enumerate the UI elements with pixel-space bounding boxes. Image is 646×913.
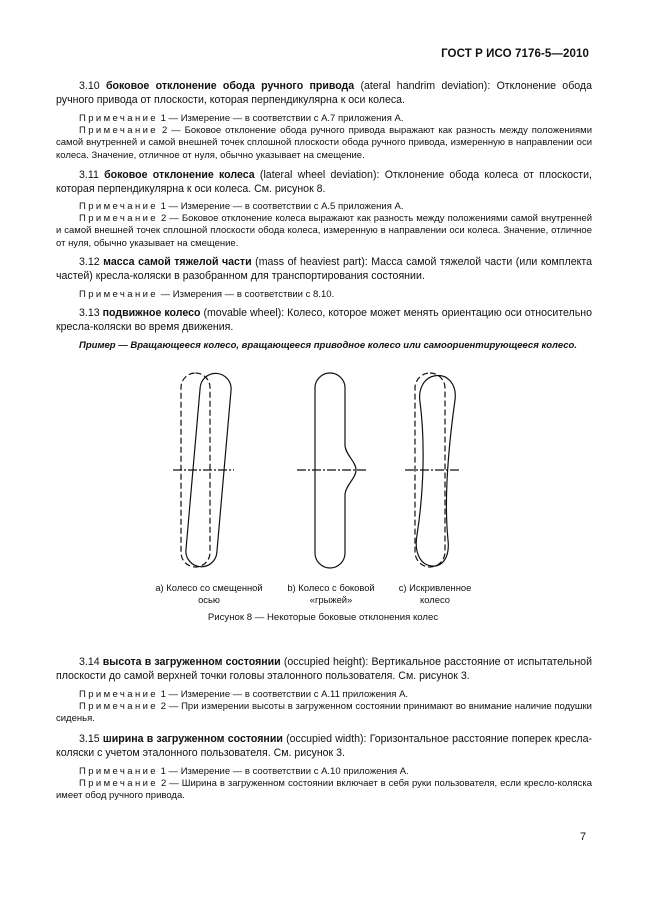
- note-suffix: 1 —: [158, 201, 181, 212]
- clause-number: 3.10: [79, 80, 106, 92]
- note-label: Примечание: [79, 766, 158, 777]
- term: ширина в загруженном состоянии: [102, 733, 283, 745]
- note-text: Измерение — в соответствии с А.11 приложения А.: [180, 689, 409, 700]
- definition: (lateral wheel deviation): Отклонение обода колеса от плоскости, которая перпендикулярна к оси колеса. См. рисунок 8.: [56, 169, 592, 196]
- definition: (movable wheel): Колесо, которое может менять ориентацию оси относительно кресла-коляски во время движения.: [56, 307, 592, 334]
- note-text: При измерении высоты в загруженном состоянии принимают во внимание наличие подушки сиденья.: [56, 701, 592, 725]
- wheel-with-bulge: [297, 373, 366, 568]
- note-label: Примечание: [79, 125, 158, 136]
- caption-c-line-2: колесо: [420, 593, 450, 605]
- caption-b-line-1: b) Колесо с боковой: [287, 582, 375, 593]
- page-number: 7: [580, 831, 587, 843]
- clause-number: 3.12: [79, 256, 104, 268]
- definition: (ateral handrim deviation): Отклонение обода ручного привода от плоскости, которая перпендикулярна к оси колеса.: [56, 80, 593, 107]
- wheel-c-outline: [416, 376, 455, 567]
- example-text: Пример — Вращающееся колесо, вращающееся приводное колесо или самоориентирующееся колесо.: [79, 340, 577, 351]
- note-suffix: 1 —: [158, 689, 181, 700]
- note-label: Примечание: [79, 701, 158, 712]
- note-suffix: 2 —: [158, 778, 182, 789]
- note-suffix: 2 —: [158, 213, 182, 224]
- clause-number: 3.11: [79, 169, 105, 181]
- term: боковое отклонение колеса: [104, 169, 255, 181]
- note-text: Измерения — в соответствии с 8.10.: [172, 289, 335, 300]
- term: масса самой тяжелой части: [103, 256, 252, 268]
- note-label: Примечание: [79, 201, 158, 212]
- note-text: Измерение — в соответствии с А.10 приложения А.: [180, 766, 409, 777]
- clause-3-14: [56, 655, 592, 683]
- note-label: Примечание: [79, 213, 158, 224]
- note-3-15-1: [56, 766, 592, 778]
- caption-b: [264, 582, 398, 605]
- caption-c-line-1: c) Искривленное: [398, 582, 472, 593]
- clause-number: 3.15: [79, 733, 103, 745]
- caption-a-line-1: а) Колесо со смещенной: [155, 582, 263, 593]
- caption-c: [380, 582, 490, 605]
- note-3-14-2: [56, 701, 592, 726]
- note-label: Примечание: [79, 113, 158, 124]
- definition: (occupied height): Вертикальное расстояние от испытательной плоскости до самой верхней точки головы эталонного пользователя. См. рисунок 3.: [56, 656, 592, 683]
- note-suffix: 2 —: [158, 701, 182, 712]
- note-3-14-1: [56, 689, 592, 701]
- note-text: Измерение — в соответствии с А.7 приложения А.: [180, 113, 404, 124]
- note-suffix: 1 —: [158, 113, 181, 124]
- note-suffix: 1 —: [158, 766, 181, 777]
- term: подвижное колесо: [102, 307, 201, 319]
- standard-code-header: ГОСТ Р ИСО 7176-5—2010: [441, 48, 589, 60]
- note-text: Измерение — в соответствии с А.5 приложения А.: [180, 201, 404, 212]
- note-suffix: —: [158, 289, 173, 300]
- note-text: Боковое отклонение обода ручного привода выражают как разность между положениями самой внутренней и самой внешней точек сплошной плоскости обода ручного привода, измеренную в направлении оси колеса. Значение, отличное от нуля, обычно указывает на смещение.: [56, 125, 593, 161]
- caption-b-line-2: «грыжей»: [309, 593, 353, 605]
- wheel-offset-axis: [173, 372, 234, 568]
- note-3-15-2: [56, 778, 592, 803]
- figure-title: Рисунок 8 — Некоторые боковые отклонения колес: [207, 612, 439, 623]
- note-label: Примечание: [79, 778, 158, 789]
- note-text: Ширина в загруженном состоянии включает в себя руки пользователя, если кресло-коляска имеет обод ручного привода.: [56, 778, 592, 802]
- definition: (occupied width): Горизонтальное расстояние поперек кресла-коляски с учетом эталонного пользователя. См. рисунок 3.: [56, 733, 593, 760]
- clause-number: 3.14: [79, 656, 103, 668]
- caption-a-line-2: осью: [198, 593, 220, 605]
- wheel-curved: [405, 373, 461, 567]
- definition: (mass of heaviest part): Масса самой тяжелой части (или комплекта частей) кресла-коляски в разобранном для транспортирования состоянии.: [56, 256, 593, 283]
- clause-number: 3.13: [79, 307, 103, 319]
- note-suffix: 2 —: [158, 125, 185, 136]
- clause-3-15: [56, 732, 592, 760]
- note-text: Боковое отклонение колеса выражают как разность между положениями самой внутренней и самой внешней точек сплошной плоскости обода колеса, измеренную в направлении оси колеса. Значение, отличное от нуля, обычно указывает на смещение.: [56, 213, 593, 249]
- term: боковое отклонение обода ручного привода: [105, 80, 355, 92]
- note-label: Примечание: [79, 689, 158, 700]
- term: высота в загруженном состоянии: [102, 656, 281, 668]
- note-label: Примечание: [79, 289, 158, 300]
